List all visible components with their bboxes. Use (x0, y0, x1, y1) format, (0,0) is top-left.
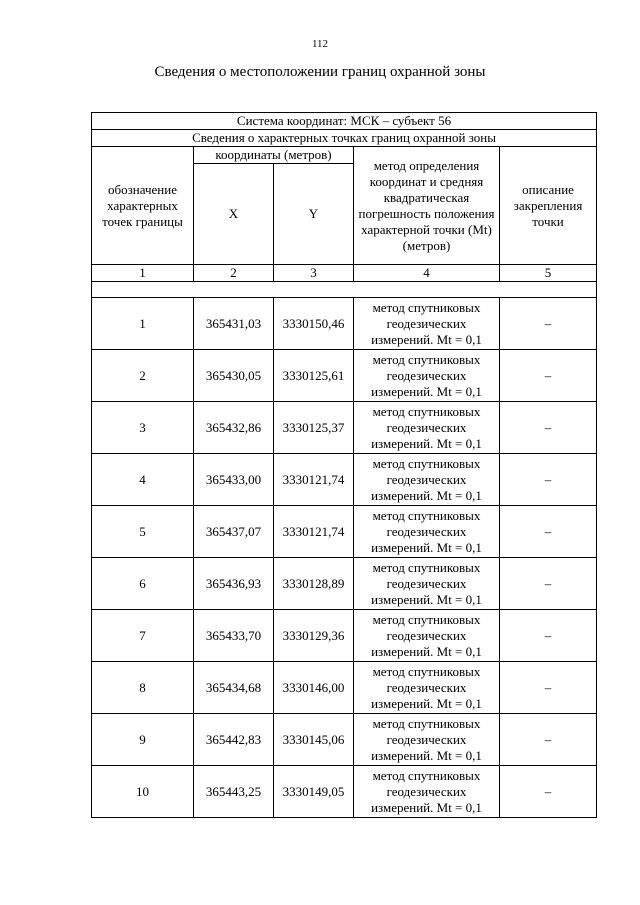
coord-x: 365437,07 (194, 506, 274, 558)
method-cell: метод спутниковых геодезических измерений. Mt = 0,1 (354, 350, 500, 402)
coord-x: 365436,93 (194, 558, 274, 610)
coord-x: 365430,05 (194, 350, 274, 402)
method-cell: метод спутниковых геодезических измерений. Mt = 0,1 (354, 402, 500, 454)
method-cell: метод спутниковых геодезических измерений. Mt = 0,1 (354, 558, 500, 610)
column-number: 1 (92, 265, 194, 282)
point-number: 5 (92, 506, 194, 558)
description-cell: – (500, 714, 597, 766)
table-row (92, 766, 597, 818)
column-number: 3 (274, 265, 354, 282)
point-number: 8 (92, 662, 194, 714)
description-cell: – (500, 506, 597, 558)
column-number: 2 (194, 265, 274, 282)
point-number: 7 (92, 610, 194, 662)
point-number: 6 (92, 558, 194, 610)
points-info-header: Сведения о характерных точках границ охранной зоны (92, 130, 597, 147)
col-header-designation: обозначение характерных точек границы (92, 147, 194, 265)
coord-y: 3330149,05 (274, 766, 354, 818)
col-header-y: Y (274, 164, 354, 265)
page-number: 112 (311, 38, 329, 50)
column-number-row (92, 265, 597, 282)
page-title: Сведения о местоположении границ охранной зоны (154, 64, 486, 80)
table-row (92, 402, 597, 454)
point-number: 1 (92, 298, 194, 350)
point-number: 10 (92, 766, 194, 818)
system-header-row (92, 113, 597, 130)
description-cell: – (500, 402, 597, 454)
method-cell: метод спутниковых геодезических измерений. Mt = 0,1 (354, 454, 500, 506)
table-row (92, 610, 597, 662)
description-cell: – (500, 350, 597, 402)
coordinates-table (91, 112, 597, 818)
coord-y: 3330129,36 (274, 610, 354, 662)
table-row (92, 558, 597, 610)
method-cell: метод спутниковых геодезических измерений. Mt = 0,1 (354, 298, 500, 350)
spacer-cell (92, 282, 597, 298)
table-row (92, 454, 597, 506)
description-cell: – (500, 454, 597, 506)
coord-x: 365443,25 (194, 766, 274, 818)
coord-y: 3330121,74 (274, 454, 354, 506)
spacer-row (92, 282, 597, 298)
point-number: 9 (92, 714, 194, 766)
col-header-coordinates: координаты (метров) (194, 147, 354, 164)
coord-x: 365434,68 (194, 662, 274, 714)
description-cell: – (500, 610, 597, 662)
description-cell: – (500, 558, 597, 610)
coord-x: 365433,00 (194, 454, 274, 506)
point-number: 4 (92, 454, 194, 506)
description-cell: – (500, 662, 597, 714)
method-cell: метод спутниковых геодезических измерений. Mt = 0,1 (354, 506, 500, 558)
coord-x: 365432,86 (194, 402, 274, 454)
method-cell: метод спутниковых геодезических измерений. Mt = 0,1 (354, 714, 500, 766)
column-number: 5 (500, 265, 597, 282)
coord-y: 3330146,00 (274, 662, 354, 714)
coord-x: 365433,70 (194, 610, 274, 662)
table-row (92, 506, 597, 558)
col-header-x: X (194, 164, 274, 265)
method-cell: метод спутниковых геодезических измерений. Mt = 0,1 (354, 610, 500, 662)
column-number: 4 (354, 265, 500, 282)
col-header-description: описание закрепления точки (500, 147, 597, 265)
col-header-method: метод определения координат и средняя квадратическая погрешность положения характерной точки (Mt) (метров) (354, 147, 500, 265)
table-row (92, 298, 597, 350)
table-row (92, 714, 597, 766)
coord-y: 3330125,37 (274, 402, 354, 454)
point-number: 2 (92, 350, 194, 402)
coord-x: 365442,83 (194, 714, 274, 766)
point-number: 3 (92, 402, 194, 454)
coord-y: 3330150,46 (274, 298, 354, 350)
coord-y: 3330145,06 (274, 714, 354, 766)
column-header-row (92, 147, 597, 164)
table-row (92, 350, 597, 402)
coord-x: 365431,03 (194, 298, 274, 350)
coord-y: 3330128,89 (274, 558, 354, 610)
description-cell: – (500, 298, 597, 350)
points-header-row (92, 130, 597, 147)
table-row (92, 662, 597, 714)
method-cell: метод спутниковых геодезических измерений. Mt = 0,1 (354, 766, 500, 818)
description-cell: – (500, 766, 597, 818)
coordinate-system-header: Система координат: МСК – субъект 56 (92, 113, 597, 130)
coord-y: 3330121,74 (274, 506, 354, 558)
method-cell: метод спутниковых геодезических измерений. Mt = 0,1 (354, 662, 500, 714)
coord-y: 3330125,61 (274, 350, 354, 402)
